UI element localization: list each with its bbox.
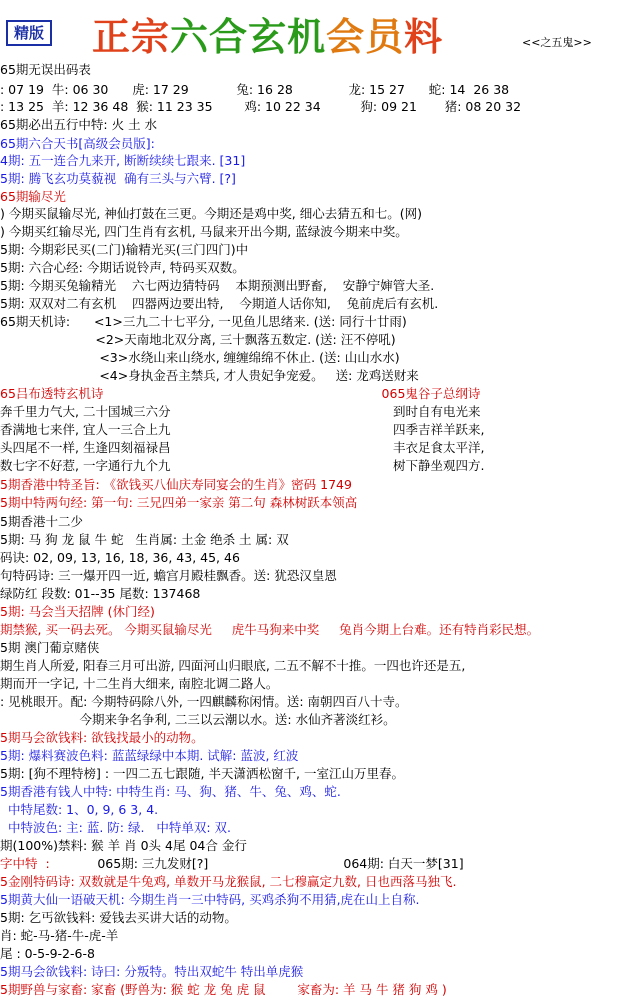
page-title (92, 6, 443, 61)
line-text: 句特码诗: 三一爆开四一近, 蟾宫月殿桂飘香。送: 犹恐汉皇恩 (0, 568, 337, 583)
document-line (0, 945, 95, 962)
document-line (0, 367, 419, 384)
document-line (0, 765, 404, 782)
line-text: 5期马会欲钱料: 欲钱找最小的动物。 (0, 730, 204, 745)
line-text: 65吕布透特玄机诗 (0, 386, 382, 401)
document-line (0, 801, 158, 818)
document-line (0, 116, 157, 133)
document-line (0, 277, 434, 294)
line-text: 65期输尽光 (0, 189, 66, 204)
line-text: 5金刚特码诗: 双数就是牛兔鸡, 单数开马龙猴鼠, 二七穆赢定九数, 日也西落马独飞. (0, 874, 457, 889)
line-text: 65期无误出码表 (0, 62, 91, 77)
document-line (0, 259, 245, 276)
line-text: 5期马会欲钱料: 诗曰: 分叛特。特出双蛇牛 特出单虎猴 (0, 964, 304, 979)
document-line (0, 675, 278, 692)
title-char: 会 (326, 14, 366, 59)
line-text: ) 今期买红输尽光, 四门生肖有玄机, 马鼠来开出今期, 蓝绿波今期来中奖。 (0, 224, 408, 239)
document-line (0, 711, 396, 728)
document-line (0, 135, 155, 152)
line-text: 065期: 三九发财[?] 064期: 白天一梦[31] (49, 856, 464, 871)
document-line (0, 494, 357, 511)
line-text: 4期: 五一连合九来开, 断断续续七跟来. [31] (0, 153, 246, 168)
document-line (0, 549, 240, 566)
title-char: 宗 (131, 14, 171, 59)
line-text: 5期: 乞丐欲钱料: 爱钱去买讲大话的动物。 (0, 910, 237, 925)
document-line (0, 909, 237, 926)
line-text: 5期香港十二少 (0, 514, 83, 529)
line-text: 5期香港中特圣旨: 《欲钱买八仙庆寿同宴会的生肖》密码 1749 (0, 477, 352, 492)
document-line (0, 783, 341, 800)
line-text: 期(100%)禁料: 猴 羊 肖 0头 4尾 04合 金行 (0, 838, 247, 853)
document-line (0, 223, 408, 240)
line-text: 期禁猴, 买一码去死。 今期买鼠输尽光 虎牛马狗来中奖 兔肖今期上台难。还有特肖彩民想。 (0, 622, 540, 637)
document-line (0, 567, 337, 584)
document-line (0, 98, 521, 115)
document-line (0, 585, 200, 602)
line-text: 65期必出五行中特: 火 土 水 (0, 117, 158, 132)
document-line (0, 188, 66, 205)
document-line (0, 81, 509, 98)
line-text: 5期: 今期彩民买(二门)输精光买(三门四门)中 (0, 242, 249, 257)
edition-badge: 精版 (6, 20, 52, 46)
document-line (0, 61, 91, 78)
document-line (0, 639, 99, 656)
line-text: 奔千里力气大, 二十国城三六分 到时自有电光来 (0, 404, 481, 419)
document-line (0, 819, 231, 836)
line-text: 期而开一字记, 十二生肖大细来, 南腔北调二路人。 (0, 676, 279, 691)
line-text: 5期: 双双对二有玄机 四器两边要出特, 今期道人话你知, 兔前虎后有玄机. (0, 296, 439, 311)
document-line (0, 513, 83, 530)
line-text: 5期: 六合心经: 今期话说铃声, 特码买双数。 (0, 260, 245, 275)
title-char: 正 (92, 14, 132, 59)
line-text: <2>天南地北双分离, 三十飘落五数定. (送: 汪不停吼) (0, 332, 396, 347)
document-line (0, 476, 352, 493)
document-line (0, 981, 447, 998)
line-text: ) 今期买鼠输尽光, 神仙打鼓在三更。今期还是鸡中奖, 细心去猜五和七。(网) (0, 206, 422, 221)
document-line (0, 421, 484, 438)
line-text: 数七字不好惹, 一字通行九个九 树下静坐观四方. (0, 458, 485, 473)
line-text: <3>水绕山来山绕水, 缠缠绵绵不休止. (送: 山山水水) (0, 350, 400, 365)
line-text: 尾 : 0-5-9-2-6-8 (0, 946, 95, 961)
document-line (0, 693, 408, 710)
line-text: 字中特 : (0, 856, 50, 871)
title-char: 员 (365, 14, 405, 59)
page-header (0, 0, 621, 59)
document-line (0, 403, 480, 420)
line-text: 中特尾数: 1、0, 9, 6 3, 4. (0, 802, 159, 817)
line-text: 5期黄大仙一语破天机: 今期生肖一三中特码, 买鸡杀狗不用猜,虎在山上自称. (0, 892, 420, 907)
line-text: 65期天机诗: <1>三九二十七平分, 一见鱼儿思绪来. (送: 同行十廿雨) (0, 314, 407, 329)
document-line (0, 331, 396, 348)
line-text: 65期六合天书[高级会员版]: (0, 136, 155, 151)
document-line (0, 205, 422, 222)
document-line (0, 927, 118, 944)
line-text: 肖: 蛇-马-猪-牛-虎-羊 (0, 928, 119, 943)
document-line (0, 621, 539, 638)
line-text: : 13 25 羊: 12 36 48 猴: 11 23 35 鸡: 10 22 34 狗: 09 21 猪: 08 20 32 (0, 99, 522, 114)
line-text: 5期: 今期买兔输精光 六七两边猜特码 本期预测出野畜, 安静宁婶管大圣. (0, 278, 435, 293)
document-line (0, 729, 204, 746)
line-text: : 见桃眼开。配: 今期特码除八外, 一四麒麟称闲情。送: 南朝四百八十寺。 (0, 694, 408, 709)
document-line (0, 152, 245, 169)
line-text: 码诀: 02, 09, 13, 16, 18, 36, 43, 45, 46 (0, 550, 240, 565)
line-text: 5期: 爆料赛波色料: 蓝蓝绿绿中本期. 试解: 蓝波, 红波 (0, 748, 299, 763)
title-char: 机 (287, 14, 327, 59)
line-text: 5期 澳门葡京赌侠 (0, 640, 100, 655)
document-line (0, 657, 465, 674)
line-text: 5期野兽与家畜: 家畜 (野兽为: 猴 蛇 龙 兔 虎 鼠 家畜为: 羊 马 牛 猪 狗 鸡 ) (0, 982, 447, 997)
line-text: 065鬼谷子总纲诗 (381, 386, 481, 401)
document-line (0, 747, 298, 764)
document-line (0, 385, 480, 402)
line-text: 今期来争名争利, 二三以云潮以水。送: 水仙齐著淡红衫。 (0, 712, 396, 727)
line-text: 绿防红 段数: 01--35 尾数: 137468 (0, 586, 201, 601)
document-line (0, 457, 484, 474)
page-subtitle: <<之五鬼>> (522, 36, 592, 49)
document-line (0, 837, 247, 854)
line-text: 5期: 马会当天招牌 (休门经) (0, 604, 155, 619)
title-char: 料 (404, 14, 444, 59)
line-text: 5期中特两句经: 第一句: 三兄四弟一家亲 第二句 森林树跃本领高 (0, 495, 358, 510)
document-line (0, 855, 464, 872)
document-line (0, 295, 438, 312)
line-text: 期生肖人所爱, 阳春三月可出游, 四面河山归眼底, 二五不解不十推。一四也许还是五, (0, 658, 466, 673)
line-text: 5期: [狗不理特榜] : 一四二五七跟随, 半天潇洒松窗千, 一室江山万里春。 (0, 766, 404, 781)
document-line (0, 603, 155, 620)
document-line (0, 313, 407, 330)
document-line (0, 170, 236, 187)
document-line (0, 531, 289, 548)
document-line (0, 873, 456, 890)
title-char: 合 (209, 14, 249, 59)
line-text: 香满地七来伴, 宜人一三合上九 四季吉祥羊跃来, (0, 422, 485, 437)
document-line (0, 349, 400, 366)
line-text: <4>身执金吾主禁兵, 才人贵妃争宠爱。 送: 龙鸡送财来 (0, 368, 419, 383)
line-text: 5期: 马 狗 龙 鼠 牛 蛇 生肖属: 土金 绝杀 土 属: 双 (0, 532, 289, 547)
document-line (0, 439, 484, 456)
line-text: 5期: 腾飞玄功莫藐视 确有三头与六臂. [?] (0, 171, 236, 186)
document-line (0, 963, 303, 980)
document-line (0, 241, 248, 258)
document-line (0, 891, 420, 908)
title-char: 玄 (248, 14, 288, 59)
line-text: 中特波色: 主: 蓝. 防: 绿. 中特单双: 双. (0, 820, 232, 835)
line-text: 头四尾不一样, 生逢四刻福禄昌 丰衣足食太平洋, (0, 440, 485, 455)
line-text: : 07 19 牛: 06 30 虎: 17 29 兔: 16 28 龙: 15 27 蛇: 14 26 38 (0, 82, 510, 97)
line-text: 5期香港有钱人中特: 中特生肖: 马、狗、猪、牛、兔、鸡、蛇. (0, 784, 341, 799)
title-char: 六 (170, 14, 210, 59)
